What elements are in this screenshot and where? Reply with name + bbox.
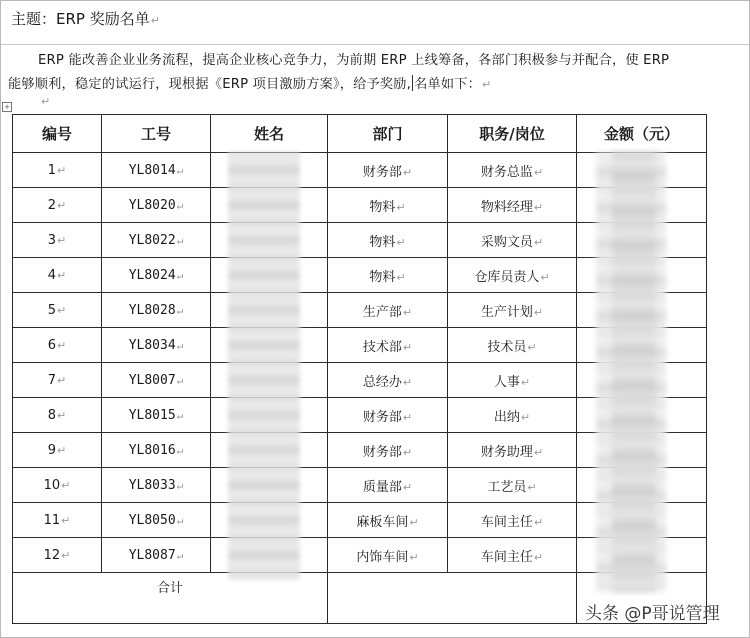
- header-amount: 金额（元）: [577, 115, 707, 153]
- employee-id-cell[interactable]: [102, 328, 211, 363]
- header-number: 编号: [13, 115, 102, 153]
- intro-line-2: [8, 73, 746, 97]
- paragraph-mark-icon: ↵: [57, 338, 67, 352]
- position-text: 采购文员: [480, 234, 533, 250]
- employee-id-cell[interactable]: [102, 293, 211, 328]
- number-cell[interactable]: [13, 223, 102, 258]
- number-text: 12: [43, 547, 61, 563]
- employee-id-text: YL8020: [128, 197, 176, 213]
- paragraph-mark-icon: ↵: [176, 303, 184, 317]
- employee-id-text: YL8034: [128, 337, 176, 353]
- paragraph-mark-icon: ↵: [533, 445, 544, 459]
- number-cell[interactable]: [13, 153, 102, 188]
- position-text: 人事: [493, 374, 520, 390]
- department-cell[interactable]: [328, 258, 448, 293]
- paragraph-mark-icon: ↵: [533, 305, 544, 319]
- department-cell[interactable]: [328, 398, 448, 433]
- number-cell[interactable]: [13, 258, 102, 293]
- employee-id-cell[interactable]: [102, 468, 211, 503]
- department-text: 技术部: [362, 339, 402, 355]
- employee-id-text: YL8022: [128, 232, 176, 248]
- number-cell[interactable]: [13, 398, 102, 433]
- number-text: 7: [47, 372, 57, 388]
- employee-id-cell[interactable]: [102, 433, 211, 468]
- paragraph-mark-icon: ↵: [57, 268, 67, 282]
- employee-id-cell[interactable]: [102, 398, 211, 433]
- intro-line-2-start: 能够顺利，稳定的试运行，现根据《ERP 项目激励方案》，给予奖励,: [8, 77, 412, 92]
- total-label-cell[interactable]: [13, 573, 328, 624]
- subject-text: 主题：ERP 奖励名单: [11, 10, 150, 28]
- amount-column-mosaic-inner: [612, 152, 656, 592]
- paragraph-mark-icon: ↵: [176, 338, 184, 352]
- position-text: 车间主任: [480, 549, 533, 565]
- department-text: 生产部: [362, 304, 402, 320]
- number-cell[interactable]: [13, 503, 102, 538]
- position-cell[interactable]: [448, 293, 577, 328]
- department-cell[interactable]: [328, 503, 448, 538]
- number-text: 8: [47, 407, 57, 423]
- department-text: 内饰车间: [356, 549, 409, 565]
- paragraph-mark-icon: ↵: [57, 443, 67, 457]
- paragraph-mark-icon: ↵: [402, 410, 413, 424]
- paragraph-mark-icon: ↵: [57, 303, 67, 317]
- paragraph-mark-icon: ↵: [520, 410, 531, 424]
- paragraph-mark-icon: ↵: [176, 268, 184, 282]
- number-text: 2: [47, 197, 57, 213]
- employee-id-text: YL8007: [128, 372, 176, 388]
- paragraph-mark-icon: ↵: [57, 408, 67, 422]
- paragraph-mark-icon: ↵: [396, 270, 406, 284]
- number-cell[interactable]: [13, 468, 102, 503]
- paragraph-mark-icon: ↵: [176, 478, 184, 492]
- position-text: 仓库员责人: [474, 269, 540, 285]
- intro-paragraph[interactable]: [8, 49, 746, 97]
- employee-id-cell[interactable]: [102, 503, 211, 538]
- position-cell[interactable]: [448, 503, 577, 538]
- position-cell[interactable]: [448, 258, 577, 293]
- number-text: 3: [47, 232, 57, 248]
- paragraph-mark-icon: ↵: [176, 408, 184, 422]
- paragraph-mark-icon: ↵: [402, 445, 413, 459]
- department-cell[interactable]: [328, 293, 448, 328]
- position-text: 技术员: [487, 339, 527, 355]
- paragraph-mark-icon: ↵: [176, 513, 184, 527]
- paragraph-mark-icon: ↵: [533, 550, 544, 564]
- text-cursor: [412, 75, 413, 91]
- paragraph-mark-icon: ↵: [402, 165, 413, 179]
- header-name: 姓名: [211, 115, 328, 153]
- intro-line-2-end: 名单如下：: [414, 77, 482, 92]
- position-cell[interactable]: [448, 328, 577, 363]
- position-text: 财务总监: [480, 164, 533, 180]
- paragraph-mark-icon: ↵: [176, 548, 184, 562]
- position-cell[interactable]: [448, 538, 577, 573]
- number-text: 5: [47, 302, 57, 318]
- employee-id-text: YL8028: [128, 302, 176, 318]
- number-cell[interactable]: [13, 538, 102, 573]
- position-text: 生产计划: [480, 304, 533, 320]
- paragraph-mark-icon: ↵: [533, 165, 544, 179]
- number-cell[interactable]: [13, 328, 102, 363]
- paragraph-mark-icon: ↵: [533, 200, 544, 214]
- paragraph-mark-icon: ↵: [533, 235, 544, 249]
- department-text: 物料: [369, 234, 396, 250]
- paragraph-mark-icon: ↵: [527, 480, 537, 494]
- department-text: 财务部: [362, 409, 402, 425]
- position-cell[interactable]: [448, 468, 577, 503]
- paragraph-mark-icon: ↵: [61, 478, 71, 492]
- department-text: 财务部: [362, 444, 402, 460]
- position-cell[interactable]: [448, 433, 577, 468]
- number-text: 6: [47, 337, 57, 353]
- department-cell[interactable]: [328, 153, 448, 188]
- paragraph-mark-icon: ↵: [57, 163, 67, 177]
- department-text: 总经办: [362, 374, 402, 390]
- department-text: 麻板车间: [356, 514, 409, 530]
- number-cell[interactable]: [13, 293, 102, 328]
- total-label: 合计: [156, 581, 183, 596]
- paragraph-mark-icon: ↵: [176, 373, 184, 387]
- position-text: 财务助理: [480, 444, 533, 460]
- paragraph-mark-icon: ↵: [402, 340, 413, 354]
- paragraph-mark-icon: ↵: [61, 513, 71, 527]
- paragraph-mark-icon: ↵: [150, 14, 160, 27]
- subject-row: [1, 0, 749, 45]
- position-text: 出纳: [493, 409, 520, 425]
- number-text: 11: [43, 512, 61, 528]
- department-cell[interactable]: [328, 468, 448, 503]
- paragraph-mark-icon: ↵: [61, 548, 71, 562]
- department-cell[interactable]: [328, 223, 448, 258]
- department-text: 财务部: [362, 164, 402, 180]
- employee-id-text: YL8016: [128, 442, 176, 458]
- header-employee-id: 工号: [102, 115, 211, 153]
- position-text: 物料经理: [480, 199, 533, 215]
- paragraph-mark-icon: ↵: [402, 375, 413, 389]
- paragraph-mark-icon: ↵: [520, 375, 531, 389]
- paragraph-mark-icon: ↵: [176, 443, 184, 457]
- number-cell[interactable]: [13, 188, 102, 223]
- paragraph-mark-icon: ↵: [402, 480, 413, 494]
- paragraph-mark-icon: ↵: [533, 515, 544, 529]
- paragraph-mark-icon: ↵: [57, 233, 67, 247]
- paragraph-mark-icon: ↵: [176, 233, 184, 247]
- position-cell[interactable]: [448, 398, 577, 433]
- department-cell[interactable]: [328, 363, 448, 398]
- employee-id-cell[interactable]: [102, 153, 211, 188]
- intro-line-1: ERP 能改善企业业务流程，提高企业核心竞争力，为前期 ERP 上线筹备，各部门积极参与并配合，使 ERP: [38, 53, 670, 68]
- paragraph-mark-icon: ↵: [176, 163, 184, 177]
- number-cell[interactable]: [13, 363, 102, 398]
- header-department: 部门: [328, 115, 448, 153]
- department-cell[interactable]: [328, 328, 448, 363]
- employee-id-text: YL8014: [128, 162, 176, 178]
- number-cell[interactable]: [13, 433, 102, 468]
- paragraph-mark-icon: ↵: [409, 515, 419, 529]
- department-cell[interactable]: [328, 538, 448, 573]
- name-column-mosaic: [228, 152, 300, 580]
- position-cell[interactable]: [448, 223, 577, 258]
- paragraph-mark-icon: ↵: [409, 550, 419, 564]
- department-text: 质量部: [362, 479, 402, 495]
- position-text: 工艺员: [487, 479, 527, 495]
- number-text: 9: [47, 442, 57, 458]
- paragraph-mark-icon: ↵: [482, 78, 492, 91]
- table-header-row: [13, 115, 707, 153]
- employee-id-cell[interactable]: [102, 223, 211, 258]
- employee-id-cell[interactable]: [102, 538, 211, 573]
- subject-line[interactable]: [11, 8, 160, 29]
- number-text: 1: [47, 162, 57, 178]
- employee-id-text: YL8024: [128, 267, 176, 283]
- department-cell[interactable]: [328, 433, 448, 468]
- paragraph-mark-icon: ↵: [57, 198, 67, 212]
- department-text: 物料: [369, 269, 396, 285]
- paragraph-mark-icon: ↵: [527, 340, 537, 354]
- department-text: 物料: [369, 199, 396, 215]
- position-text: 车间主任: [480, 514, 533, 530]
- total-blank-cell[interactable]: [328, 573, 577, 624]
- table-move-handle-icon[interactable]: +: [2, 102, 12, 112]
- paragraph-mark-icon: ↵: [540, 270, 550, 284]
- paragraph-mark-icon: ↵: [402, 305, 413, 319]
- employee-id-cell[interactable]: [102, 363, 211, 398]
- paragraph-mark-icon: ↵: [396, 200, 406, 214]
- paragraph-mark-icon: ↵: [41, 95, 51, 108]
- watermark-text: 头条 @P哥说管理: [585, 604, 720, 624]
- employee-id-text: YL8015: [128, 407, 176, 423]
- employee-id-text: YL8050: [128, 512, 176, 528]
- paragraph-mark-icon: ↵: [396, 235, 406, 249]
- paragraph-mark-icon: ↵: [176, 198, 184, 212]
- position-cell[interactable]: [448, 188, 577, 223]
- number-text: 10: [43, 477, 61, 493]
- department-cell[interactable]: [328, 188, 448, 223]
- employee-id-text: YL8033: [128, 477, 176, 493]
- position-cell[interactable]: [448, 153, 577, 188]
- number-text: 4: [47, 267, 57, 283]
- employee-id-cell[interactable]: [102, 188, 211, 223]
- paragraph-mark-icon: ↵: [57, 373, 67, 387]
- employee-id-text: YL8087: [128, 547, 176, 563]
- employee-id-cell[interactable]: [102, 258, 211, 293]
- header-position: 职务/岗位: [448, 115, 577, 153]
- position-cell[interactable]: [448, 363, 577, 398]
